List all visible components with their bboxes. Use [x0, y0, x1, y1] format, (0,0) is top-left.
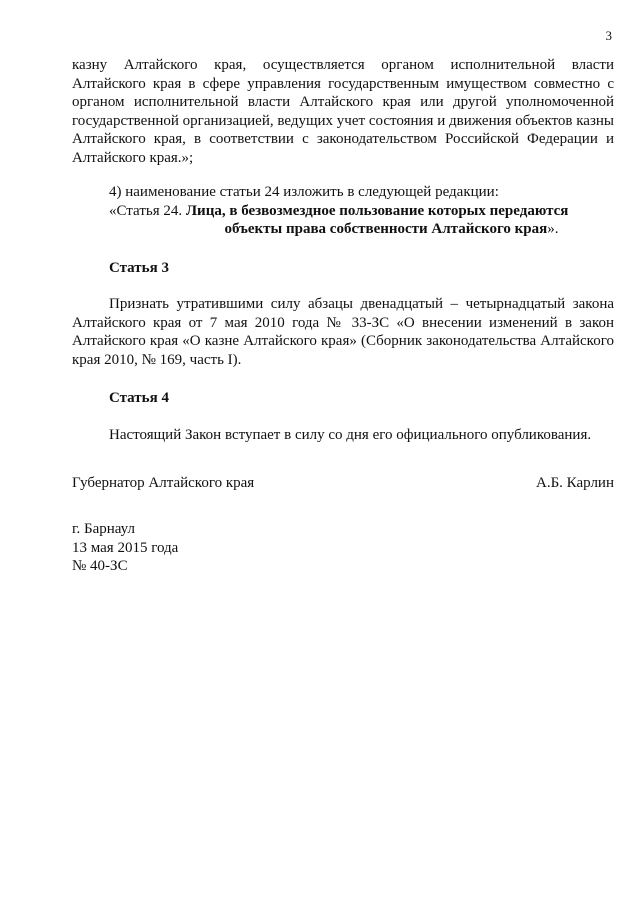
- article-24-suffix: ».: [547, 221, 559, 237]
- place-date-block: [72, 520, 178, 576]
- signatory-title: Губернатор Алтайского края: [72, 475, 255, 491]
- article-24-bold-line2: объекты права собственности Алтайского края: [224, 221, 548, 237]
- item-4-paragraph: 4) наименование статьи 24 изложить в следующей редакции:: [109, 184, 499, 200]
- article-24-line2: [109, 220, 614, 239]
- article-24-bold-line1: Лица, в безвозмездное пользование которых передаются: [185, 202, 569, 219]
- signatory-name: А.Б. Карлин: [535, 475, 614, 491]
- article-4-heading: Статья 4: [109, 390, 169, 406]
- signature-block: [72, 474, 614, 493]
- article-4-text: Настоящий Закон вступает в силу со дня его официального опубликования.: [109, 426, 592, 443]
- article-24-title: [72, 202, 614, 239]
- article-3-heading: Статья 3: [109, 259, 169, 276]
- article-24-prefix: «Статья 24.: [109, 202, 186, 219]
- city: г. Барнаул: [72, 521, 135, 537]
- page-number: 3: [605, 28, 612, 43]
- law-number: № 40-ЗС: [72, 558, 128, 574]
- document-body: [72, 56, 614, 444]
- continuation-paragraph: казну Алтайского края, осуществляется органом исполнительной власти Алтайского края в сфере управления государственным имуществом совместно с органом исполнительной власти Алтайского края или другой уполномоченной государственной организацией, ведущих учет состояния и движения объектов казны Алтайского края, в соответствии с законодательством Российской Федерации и Алтайского края.»;: [72, 57, 614, 166]
- date: 13 мая 2015 года: [72, 539, 179, 556]
- article-3-text: Признать утратившими силу абзацы двенадцатый – четырнадцатый закона Алтайского края от 7 мая 2010 года № 33-ЗС «О внесении изменений в закон Алтайского края «О казне Алтайского края» (Сборник законодательства Алтайского края 2010, № 169, часть I).: [72, 296, 614, 368]
